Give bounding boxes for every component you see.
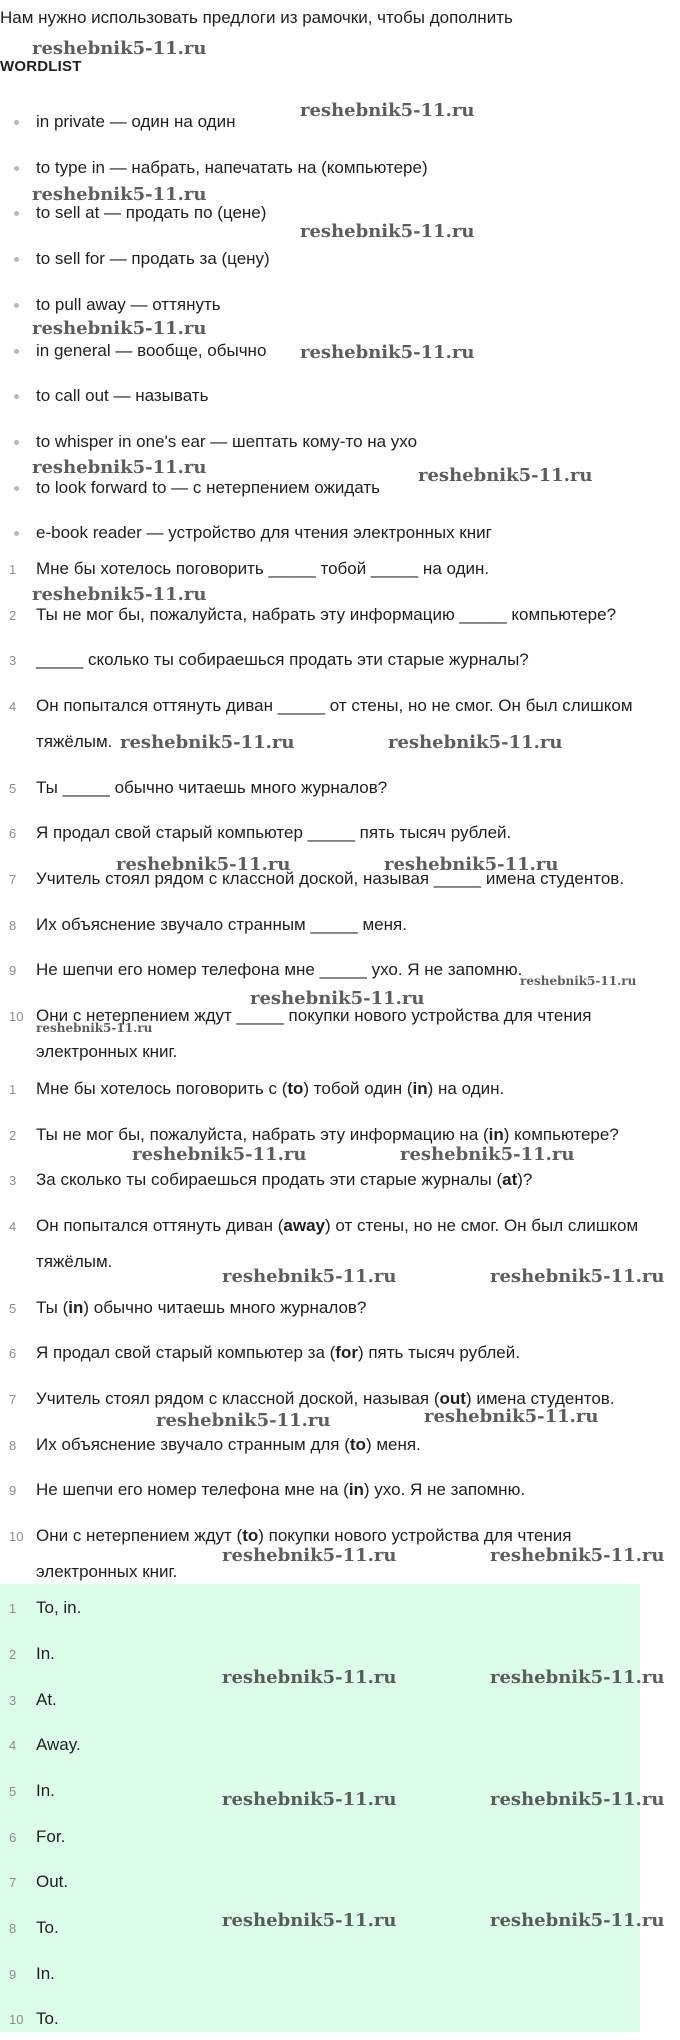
item-number: 4	[9, 699, 17, 714]
bullet-icon	[14, 486, 19, 491]
bullet-icon	[14, 257, 19, 262]
item-number: 2	[9, 608, 17, 623]
answer-word: in	[488, 1125, 504, 1144]
watermark: reshebnik5-11.ru	[418, 465, 593, 486]
watermark: reshebnik5-11.ru	[116, 854, 291, 875]
answer-word: at	[502, 1170, 518, 1189]
watermark: reshebnik5-11.ru	[32, 184, 207, 205]
exercise-text: _____ сколько ты собираешься продать эти старые журналы?	[36, 650, 529, 669]
watermark: reshebnik5-11.ru	[300, 100, 475, 121]
bullet-icon	[14, 440, 19, 445]
bullet-icon	[14, 349, 19, 354]
item-number: 3	[9, 653, 17, 668]
watermark: reshebnik5-11.ru	[36, 1021, 153, 1035]
wordlist-item-text: to type in — набрать, напечатать на (компьютере)	[36, 158, 428, 177]
bullet-icon	[14, 303, 19, 308]
exercise-text: Их объяснение звучало странным _____ меня.	[36, 915, 407, 934]
wordlist-item-text: to whisper in one's ear — шептать кому-то на ухо	[36, 432, 418, 451]
watermark: reshebnik5-11.ru	[490, 1545, 665, 1566]
item-number: 9	[9, 1483, 17, 1498]
watermark: reshebnik5-11.ru	[222, 1667, 397, 1688]
watermark: reshebnik5-11.ru	[222, 1789, 397, 1810]
answer-word: out	[439, 1389, 466, 1408]
filled-text: Я продал свой старый компьютер за (for) пять тысяч рублей.	[36, 1343, 520, 1362]
wordlist-item-text: to look forward to — с нетерпением ожидать	[36, 478, 381, 497]
item-number: 5	[9, 1301, 17, 1316]
watermark: reshebnik5-11.ru	[300, 342, 475, 363]
item-number: 9	[9, 1967, 17, 1982]
watermark: reshebnik5-11.ru	[222, 1266, 397, 1287]
watermark: reshebnik5-11.ru	[520, 974, 637, 988]
filled-text: Ты не мог бы, пожалуйста, набрать эту информацию на (in) компьютере?	[36, 1125, 619, 1144]
watermark: reshebnik5-11.ru	[384, 854, 559, 875]
wordlist-item-text: to sell at — продать по (цене)	[36, 203, 267, 222]
watermark: reshebnik5-11.ru	[222, 1910, 397, 1931]
answer-text: Away.	[36, 1735, 81, 1754]
answer-text: In.	[36, 1781, 55, 1800]
item-number: 2	[9, 1647, 17, 1662]
item-number: 4	[9, 1219, 17, 1234]
exercise-text: Мне бы хотелось поговорить _____ тобой _____ на один.	[36, 559, 490, 578]
exercise-text: Ты не мог бы, пожалуйста, набрать эту информацию _____ компьютере?	[36, 605, 617, 624]
watermark: reshebnik5-11.ru	[250, 988, 425, 1009]
answer-word: in	[68, 1298, 84, 1317]
exercise-text: Не шепчи его номер телефона мне _____ ухо. Я не запомню.	[36, 960, 523, 979]
item-number: 10	[9, 1009, 24, 1024]
watermark: reshebnik5-11.ru	[32, 38, 207, 59]
answer-text: To.	[36, 1918, 59, 1937]
item-number: 1	[9, 1082, 17, 1097]
wordlist-item-text: in private — один на один	[36, 112, 236, 131]
filled-text: Учитель стоял рядом с классной доской, называя (out) имена студентов.	[36, 1389, 615, 1408]
answer-word: away	[283, 1216, 326, 1235]
item-number: 6	[9, 1830, 17, 1845]
item-number: 6	[9, 1346, 17, 1361]
item-number: 8	[9, 918, 17, 933]
item-number: 5	[9, 1784, 17, 1799]
item-number: 7	[9, 1875, 17, 1890]
wordlist-item-text: to pull away — оттянуть	[36, 295, 221, 314]
wordlist-item-text: to call out — называть	[36, 386, 209, 405]
item-number: 8	[9, 1438, 17, 1453]
exercise-text: Он попытался оттянуть диван _____ от стены, но не смог. Он был слишком тяжёлым.	[36, 696, 633, 751]
filled-text: Он попытался оттянуть диван (away) от стены, но не смог. Он был слишком тяжёлым.	[36, 1216, 639, 1271]
exercise-text: Я продал свой старый компьютер _____ пять тысяч рублей.	[36, 823, 512, 842]
answer-word: in	[412, 1079, 428, 1098]
watermark: reshebnik5-11.ru	[388, 732, 563, 753]
item-number: 3	[9, 1693, 17, 1708]
item-number: 9	[9, 963, 17, 978]
answer-text: To.	[36, 2009, 59, 2028]
watermark: reshebnik5-11.ru	[32, 457, 207, 478]
watermark: reshebnik5-11.ru	[490, 1910, 665, 1931]
item-number: 3	[9, 1173, 17, 1188]
item-number: 10	[9, 1529, 24, 1544]
filled-text: Не шепчи его номер телефона мне на (in) ухо. Я не запомню.	[36, 1480, 526, 1499]
intro-text: Нам нужно использовать предлоги из рамочки, чтобы дополнить	[0, 8, 513, 27]
item-number: 5	[9, 781, 17, 796]
watermark: reshebnik5-11.ru	[400, 1144, 575, 1165]
filled-text: Они с нетерпением ждут (to) покупки нового устройства для чтения электронных книг.	[36, 1526, 572, 1581]
answer-word: in	[348, 1480, 364, 1499]
watermark: reshebnik5-11.ru	[490, 1266, 665, 1287]
watermark: reshebnik5-11.ru	[132, 1144, 307, 1165]
exercise-text: Учитель стоял рядом с классной доской, называя _____ имена студентов.	[36, 869, 625, 888]
wordlist-item-text: e-book reader — устройство для чтения электронных книг	[36, 523, 492, 542]
watermark: reshebnik5-11.ru	[120, 732, 295, 753]
watermark: reshebnik5-11.ru	[424, 1406, 599, 1427]
item-number: 4	[9, 1738, 17, 1753]
watermark: reshebnik5-11.ru	[490, 1667, 665, 1688]
answer-word: to	[287, 1079, 304, 1098]
answer-text: For.	[36, 1827, 66, 1846]
filled-text: Ты (in) обычно читаешь много журналов?	[36, 1298, 367, 1317]
answer-text: In.	[36, 1964, 55, 1983]
item-number: 7	[9, 1392, 17, 1407]
item-number: 7	[9, 872, 17, 887]
watermark: reshebnik5-11.ru	[300, 221, 475, 242]
watermark: reshebnik5-11.ru	[32, 584, 207, 605]
wordlist-title: WORDLIST	[0, 58, 82, 75]
watermark: reshebnik5-11.ru	[490, 1789, 665, 1810]
answer-text: In.	[36, 1644, 55, 1663]
watermark: reshebnik5-11.ru	[32, 318, 207, 339]
watermark: reshebnik5-11.ru	[222, 1545, 397, 1566]
bullet-icon	[14, 531, 19, 536]
exercise-text: Они с нетерпением ждут _____ покупки нового устройства для чтения электронных книг.	[36, 1006, 592, 1061]
bullet-icon	[14, 394, 19, 399]
answer-word: to	[349, 1435, 366, 1454]
item-number: 10	[9, 2012, 24, 2027]
item-number: 6	[9, 826, 17, 841]
answer-text: To, in.	[36, 1598, 82, 1617]
answer-word: to	[242, 1526, 259, 1545]
filled-text: За сколько ты собираешься продать эти старые журналы (at)?	[36, 1170, 533, 1189]
bullet-icon	[14, 166, 19, 171]
filled-text: Мне бы хотелось поговорить с (to) тобой один (in) на один.	[36, 1079, 505, 1098]
exercise-text: Ты _____ обычно читаешь много журналов?	[36, 778, 388, 797]
bullet-icon	[14, 211, 19, 216]
wordlist-item-text: in general — вообще, обычно	[36, 341, 267, 360]
bullet-icon	[14, 120, 19, 125]
filled-text: Их объяснение звучало странным для (to) меня.	[36, 1435, 421, 1454]
item-number: 1	[9, 1601, 17, 1616]
item-number: 8	[9, 1921, 17, 1936]
answer-word: for	[335, 1343, 358, 1362]
item-number: 2	[9, 1128, 17, 1143]
answer-text: Out.	[36, 1872, 69, 1891]
wordlist-item-text: to sell for — продать за (цену)	[36, 249, 270, 268]
watermark: reshebnik5-11.ru	[156, 1410, 331, 1431]
answer-text: At.	[36, 1690, 57, 1709]
item-number: 1	[9, 562, 17, 577]
